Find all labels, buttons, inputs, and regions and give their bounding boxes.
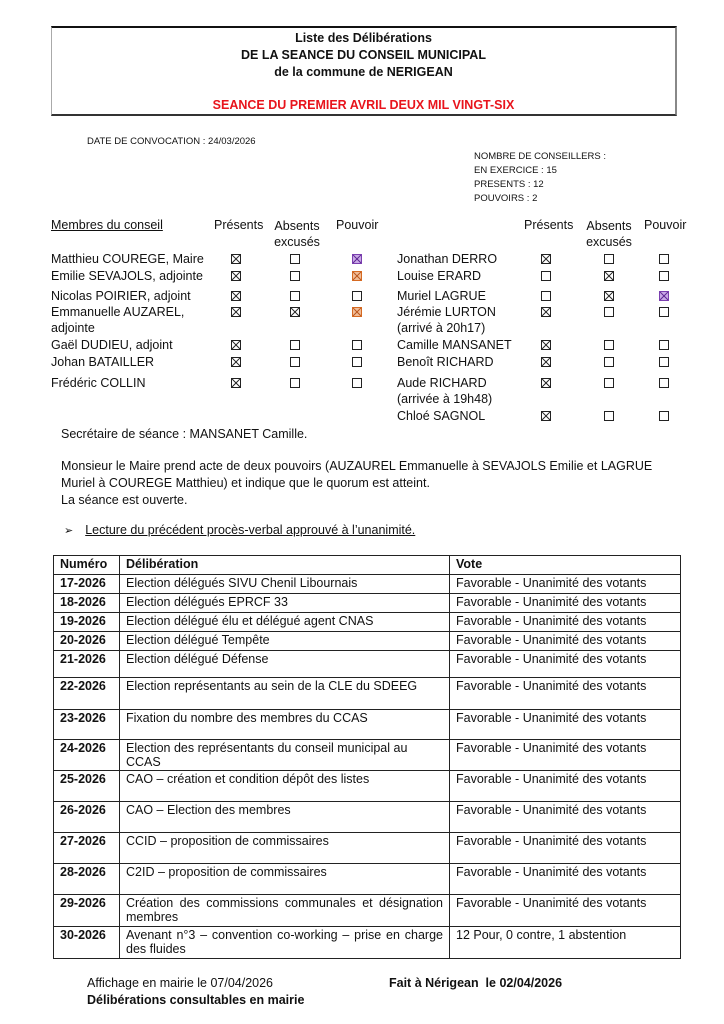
table-row (54, 613, 681, 632)
row-title: Election délégué élu et délégué agent CNAS (120, 613, 450, 632)
row-title: CAO – création et condition dépôt des listes (120, 771, 450, 802)
member-name: Jonathan DERRO (397, 252, 498, 266)
absent-checkbox[interactable] (604, 340, 614, 350)
present-checkbox[interactable] (541, 340, 551, 350)
row-title: C2ID – proposition de commissaires (120, 864, 450, 895)
table-row (54, 864, 681, 895)
table-row (54, 632, 681, 651)
row-vote: Favorable - Unanimité des votants (450, 651, 681, 678)
present-checkbox[interactable] (231, 291, 241, 301)
pouvoir-checkbox[interactable] (352, 254, 362, 264)
present-checkbox[interactable] (541, 411, 551, 421)
absent-checkbox[interactable] (604, 291, 614, 301)
member-name: Frédéric COLLIN (51, 376, 146, 390)
row-title: Fixation du nombre des membres du CCAS (120, 710, 450, 740)
row-number: 23-2026 (54, 710, 120, 740)
row-number: 21-2026 (54, 651, 120, 678)
pouvoir-checkbox[interactable] (352, 378, 362, 388)
table-row (54, 710, 681, 740)
member-name (397, 375, 492, 407)
paragraph-line-2: Muriel à COUREGE Matthieu) et indique que le quorum est atteint. (61, 476, 430, 490)
table-row (54, 771, 681, 802)
table-row (54, 678, 681, 710)
present-checkbox[interactable] (231, 271, 241, 281)
member-name (397, 304, 496, 336)
conseillers-presents: PRESENTS : 12 (474, 179, 544, 190)
row-title: Election des représentants du conseil municipal au CCAS (120, 740, 450, 771)
table-row (54, 740, 681, 771)
present-checkbox[interactable] (231, 254, 241, 264)
row-vote: Favorable - Unanimité des votants (450, 594, 681, 613)
row-title: Election représentants au sein de la CLE du SDEEG (120, 678, 450, 710)
absent-checkbox[interactable] (604, 254, 614, 264)
present-checkbox[interactable] (231, 307, 241, 317)
pouvoir-checkbox[interactable] (659, 291, 669, 301)
row-number: 28-2026 (54, 864, 120, 895)
member-name-line1: Emmanuelle AUZAREL, (51, 305, 185, 319)
absent-checkbox[interactable] (604, 411, 614, 421)
row-number: 18-2026 (54, 594, 120, 613)
absent-checkbox[interactable] (290, 340, 300, 350)
col-absents-label-1: Absents (274, 219, 320, 233)
header-vote: Vote (450, 556, 681, 575)
absent-checkbox[interactable] (290, 357, 300, 367)
absent-checkbox[interactable] (604, 271, 614, 281)
table-header-row (54, 556, 681, 575)
col-absents-label-2: excusés (586, 235, 632, 249)
member-name: Johan BATAILLER (51, 355, 155, 369)
table-row (54, 651, 681, 678)
member-name-line1: Jérémie LURTON (397, 305, 496, 319)
present-checkbox[interactable] (231, 378, 241, 388)
document-title: Liste des Délibérations (295, 31, 432, 45)
convocation-date: DATE DE CONVOCATION : 24/03/2026 (87, 136, 256, 147)
table-row (54, 833, 681, 864)
pouvoir-checkbox[interactable] (659, 357, 669, 367)
pouvoir-checkbox[interactable] (659, 271, 669, 281)
row-number: 29-2026 (54, 895, 120, 927)
col-pouvoir-right: Pouvoir (644, 218, 687, 232)
pouvoir-checkbox[interactable] (659, 378, 669, 388)
member-name-line2: (arrivée à 19h48) (397, 392, 493, 406)
present-checkbox[interactable] (541, 357, 551, 367)
conseillers-exercice: EN EXERCICE : 15 (474, 165, 557, 176)
member-name: Matthieu COUREGE, Maire (51, 252, 204, 266)
conseillers-pouvoirs: POUVOIRS : 2 (474, 193, 538, 204)
col-absents-right (586, 218, 632, 250)
pouvoir-checkbox[interactable] (352, 357, 362, 367)
row-title: CAO – Election des membres (120, 802, 450, 833)
present-checkbox[interactable] (541, 291, 551, 301)
present-checkbox[interactable] (541, 254, 551, 264)
table-row (54, 895, 681, 927)
absent-checkbox[interactable] (604, 307, 614, 317)
col-presents-left: Présents (214, 218, 264, 232)
table-row (54, 575, 681, 594)
table-row (54, 927, 681, 959)
row-number: 20-2026 (54, 632, 120, 651)
row-number: 17-2026 (54, 575, 120, 594)
row-title: Election délégué Tempête (120, 632, 450, 651)
member-name: Emilie SEVAJOLS, adjointe (51, 269, 203, 283)
pouvoir-checkbox[interactable] (659, 340, 669, 350)
fait-a-date: Fait à Nérigean le 02/04/2026 (389, 976, 563, 990)
row-number: 19-2026 (54, 613, 120, 632)
present-checkbox[interactable] (541, 307, 551, 317)
member-name-line2: adjointe (51, 321, 95, 335)
row-vote: Favorable - Unanimité des votants (450, 864, 681, 895)
row-vote: Favorable - Unanimité des votants (450, 771, 681, 802)
col-absents-label-1: Absents (586, 219, 632, 233)
affichage-date: Affichage en mairie le 07/04/2026 (87, 976, 274, 990)
row-title: Election délégué Défense (120, 651, 450, 678)
row-vote: Favorable - Unanimité des votants (450, 802, 681, 833)
member-name: Camille MANSANET (397, 338, 512, 352)
absent-checkbox[interactable] (290, 378, 300, 388)
absent-checkbox[interactable] (290, 291, 300, 301)
member-name-line2: (arrivé à 20h17) (397, 321, 486, 335)
row-number: 24-2026 (54, 740, 120, 771)
pv-approval-item (64, 522, 415, 540)
row-title: Election délégués SIVU Chenil Libournais (120, 575, 450, 594)
consultables-notice: Délibérations consultables en mairie (87, 993, 305, 1007)
col-presents-right: Présents (524, 218, 574, 232)
col-absents-left (274, 218, 320, 250)
conseillers-summary (474, 150, 606, 206)
seance-date-title: SEANCE DU PREMIER AVRIL DEUX MIL VINGT-SIX (212, 98, 515, 112)
arrow-bullet-icon: ➢ (64, 525, 74, 537)
members-title: Membres du conseil (51, 218, 163, 232)
absent-checkbox[interactable] (604, 378, 614, 388)
member-name: Benoît RICHARD (397, 355, 494, 369)
present-checkbox[interactable] (231, 357, 241, 367)
present-checkbox[interactable] (541, 378, 551, 388)
row-title: Avenant n°3 – convention co-working – prise en charge des fluides (120, 927, 450, 959)
row-vote: Favorable - Unanimité des votants (450, 833, 681, 864)
pouvoir-checkbox[interactable] (659, 254, 669, 264)
member-name: Louise ERARD (397, 269, 482, 283)
row-vote: Favorable - Unanimité des votants (450, 710, 681, 740)
pv-approval-text: Lecture du précédent procès-verbal approuvé à l’unanimité. (85, 523, 416, 537)
row-vote: Favorable - Unanimité des votants (450, 678, 681, 710)
secretaire-de-seance: Secrétaire de séance : MANSANET Camille. (61, 427, 308, 441)
paragraph-line-1: Monsieur le Maire prend acte de deux pouvoirs (AUZAUREL Emmanuelle à SEVAJOLS Emilie et LAGRUE (61, 459, 653, 473)
member-name: Nicolas POIRIER, adjoint (51, 289, 191, 303)
member-name-line1: Aude RICHARD (397, 376, 487, 390)
pouvoir-checkbox[interactable] (352, 307, 362, 317)
header-deliberation: Délibération (120, 556, 450, 575)
deliberations-table (53, 555, 681, 959)
document-subtitle: DE LA SEANCE DU CONSEIL MUNICIPAL (241, 48, 486, 62)
col-pouvoir-left: Pouvoir (336, 218, 379, 232)
commune-name: de la commune de NERIGEAN (274, 65, 453, 79)
row-number: 27-2026 (54, 833, 120, 864)
header-numero: Numéro (54, 556, 120, 575)
row-title: CCID – proposition de commissaires (120, 833, 450, 864)
row-title: Election délégués EPRCF 33 (120, 594, 450, 613)
paragraph-line-3: La séance est ouverte. (61, 493, 188, 507)
document-header-box (51, 26, 677, 116)
table-row (54, 802, 681, 833)
row-vote: 12 Pour, 0 contre, 1 abstention (450, 927, 681, 959)
present-checkbox[interactable] (231, 340, 241, 350)
row-number: 26-2026 (54, 802, 120, 833)
absent-checkbox[interactable] (290, 307, 300, 317)
row-vote: Favorable - Unanimité des votants (450, 895, 681, 927)
absent-checkbox[interactable] (290, 254, 300, 264)
conseillers-title: NOMBRE DE CONSEILLERS : (474, 151, 606, 162)
col-absents-label-2: excusés (274, 235, 320, 249)
row-number: 22-2026 (54, 678, 120, 710)
member-name: Muriel LAGRUE (397, 289, 486, 303)
row-vote: Favorable - Unanimité des votants (450, 632, 681, 651)
row-number: 30-2026 (54, 927, 120, 959)
absent-checkbox[interactable] (290, 271, 300, 281)
present-checkbox[interactable] (541, 271, 551, 281)
row-vote: Favorable - Unanimité des votants (450, 575, 681, 594)
pouvoir-checkbox[interactable] (352, 291, 362, 301)
row-vote: Favorable - Unanimité des votants (450, 613, 681, 632)
pouvoir-checkbox[interactable] (659, 411, 669, 421)
table-row (54, 594, 681, 613)
member-name: Gaël DUDIEU, adjoint (51, 338, 173, 352)
pouvoir-checkbox[interactable] (352, 340, 362, 350)
absent-checkbox[interactable] (604, 357, 614, 367)
member-name (51, 304, 184, 336)
pouvoir-checkbox[interactable] (352, 271, 362, 281)
pouvoir-checkbox[interactable] (659, 307, 669, 317)
row-number: 25-2026 (54, 771, 120, 802)
opening-paragraph (61, 458, 681, 509)
row-vote: Favorable - Unanimité des votants (450, 740, 681, 771)
member-name: Chloé SAGNOL (397, 409, 486, 423)
row-title: Création des commissions communales et désignation membres (120, 895, 450, 927)
